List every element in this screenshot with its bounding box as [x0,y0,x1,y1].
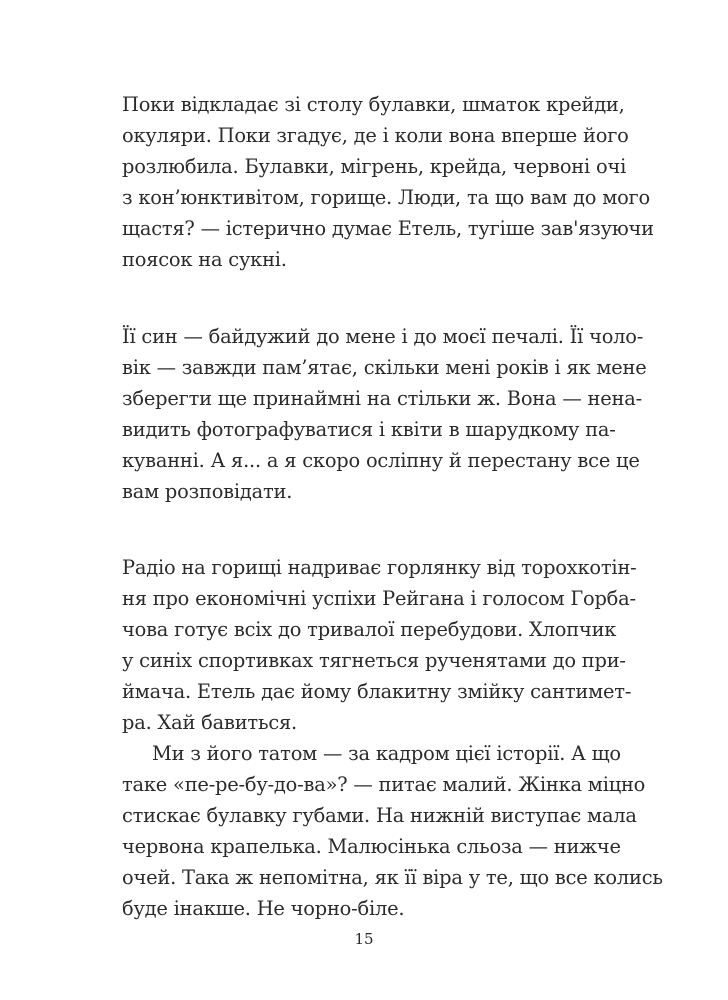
text-line: Її син — байдужий до мене і до моєї печалі. Її чоло- [122,325,644,348]
text-line: стискає булавку губами. На нижній виступає мала [122,804,637,827]
text-line: буде інакше. Не чорно-біле. [122,897,405,920]
text-line: зберегти ще принаймні на стільки ж. Вона — нена- [122,387,642,410]
text-line: чова готує всіх до тривалої перебудови. Хлопчик [122,618,617,641]
text-line: поясок на сукні. [122,248,287,271]
text-line: куванні. А я... а я скоро осліпну й перестану все це [122,449,640,472]
text-line: червона крапелька. Малюсінька сльоза — нижче [122,835,621,858]
text-line: очей. Така ж непомітна, як її віра у те, що все колись [122,866,663,889]
text-line: розлюбила. Булавки, мігрень, крейда, червоні очі [122,155,627,178]
page-number: 15 [354,930,374,948]
text-line: Поки відкладає зі столу булавки, шматок крейди, [122,93,625,116]
text-line: ня про економічні успіхи Рейгана і голосом Горба- [122,587,636,610]
text-line: вік — завжди пам’ятає, скільки мені років і як мене [122,356,647,379]
text-line: у синіх спортивках тягнеться рученятами до при- [122,649,626,672]
text-line: таке «пе-ре-бу-до-ва»? — питає малий. Жінка міцно [122,773,646,796]
text-line: Радіо на горищі надриває горлянку від торохкотін- [122,556,637,579]
text-line: Ми з його татом — за кадром цієї історії. А що [152,742,621,765]
text-line: видить фотографуватися і квіти в шарудкому па- [122,418,616,441]
paragraph-1 [122,89,654,275]
paragraph-3 [122,552,663,924]
text-line: з кон’юнктивітом, горище. Люди, та що вам до мого [122,186,650,209]
paragraph-2 [122,321,647,507]
text-line: вам розповідати. [122,480,293,503]
text-line: щастя? — істерично думає Етель, тугіше зав'язуючи [122,217,654,240]
text-line: ймача. Етель дає йому блакитну змійку сантимет- [122,680,632,703]
text-line: ра. Хай бавиться. [122,711,297,734]
text-line: окуляри. Поки згадує, де і коли вона вперше його [122,124,629,147]
